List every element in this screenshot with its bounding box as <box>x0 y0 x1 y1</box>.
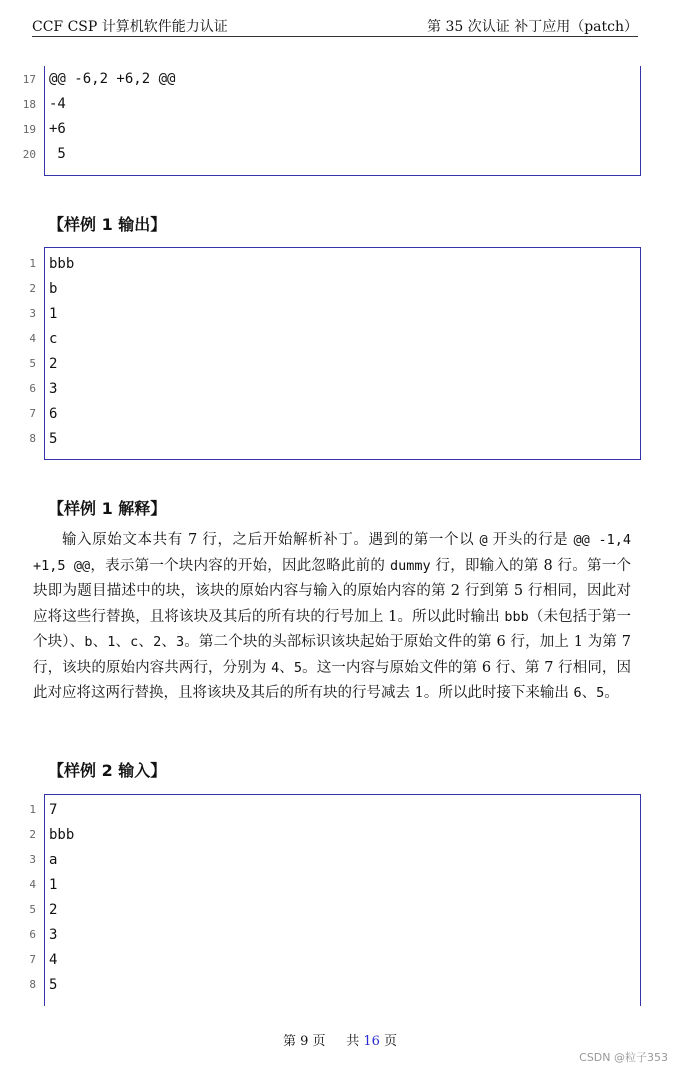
paragraph-text: 、 <box>115 634 131 650</box>
inline-code: @@ -1,4 +1,5 @@ <box>33 532 631 574</box>
code-line-text: 7 <box>49 802 58 818</box>
paragraph-text: 输入原始文本共有 7 行，之后开始解析补丁。遇到的第一个以 <box>62 532 480 548</box>
line-number: 8 <box>29 978 36 991</box>
code-line-text: c <box>49 331 58 347</box>
sample1-explain-title: 【样例 1 解释】 <box>48 499 167 518</box>
inline-code: bbb <box>504 608 529 625</box>
footer-page-number: 9 <box>300 1034 309 1049</box>
paragraph-text: 、 <box>138 634 154 650</box>
inline-code: 2 <box>153 634 162 650</box>
inline-code: b <box>84 634 93 650</box>
paragraph-text: 。这一内容与原始文件的第 6 行、第 7 行相同，因此对应将这两行替换，且将该块及其后的所有块的行号减去 1。所以此时接下来输出 <box>33 659 632 701</box>
watermark: CSDN @粒子353 <box>579 1051 668 1064</box>
line-number: 1 <box>29 803 36 816</box>
paragraph-text: 、 <box>279 659 294 676</box>
footer-total-pages[interactable]: 16 <box>363 1034 380 1049</box>
line-number: 1 <box>29 257 36 270</box>
footer-total-prefix: 共 <box>346 1034 360 1049</box>
code-line-text: bbb <box>49 827 75 843</box>
footer-page-suffix: 页 <box>312 1034 326 1049</box>
paragraph-text: （未包括于第一个块）、 <box>33 608 631 650</box>
page-header <box>32 14 638 37</box>
code-line-text: 2 <box>49 902 58 918</box>
inline-code: c <box>130 634 139 650</box>
line-number: 19 <box>22 123 36 136</box>
line-number: 2 <box>29 282 36 295</box>
line-number: 4 <box>29 332 36 345</box>
footer-total-suffix: 页 <box>384 1034 398 1049</box>
inline-code: 4 <box>271 659 280 676</box>
line-number: 20 <box>22 148 36 161</box>
sample1-explain-paragraph <box>33 528 631 707</box>
line-number: 6 <box>29 928 36 941</box>
line-number: 3 <box>29 307 36 320</box>
code-line-text: 1 <box>49 306 58 322</box>
code-line-text: a <box>49 852 58 868</box>
header-right: 第 35 次认证 补丁应用（patch） <box>427 19 638 35</box>
header-left: CCF CSP 计算机软件能力认证 <box>32 19 228 35</box>
code-line-text: 5 <box>49 431 58 447</box>
code-line-text: 4 <box>49 952 58 968</box>
code-line-text: 6 <box>49 406 58 422</box>
code-line-text: @@ -6,2 +6,2 @@ <box>49 71 176 87</box>
page-footer <box>0 1030 680 1049</box>
code-line-text: 5 <box>49 146 66 162</box>
line-number: 18 <box>22 98 36 111</box>
line-number: 4 <box>29 878 36 891</box>
line-number: 6 <box>29 382 36 395</box>
line-number: 3 <box>29 853 36 866</box>
code-block-top <box>44 66 641 176</box>
inline-code: 5 <box>293 659 303 676</box>
line-number: 5 <box>29 357 36 370</box>
inline-code: 1 <box>107 634 116 650</box>
paragraph-text: ，表示第一个块内容的开始，因此忽略此前的 <box>90 557 390 574</box>
paragraph-text: 、 <box>92 634 108 650</box>
paragraph-text: 。 <box>604 685 619 701</box>
line-number: 5 <box>29 903 36 916</box>
code-line-text: 1 <box>49 877 58 893</box>
inline-code: dummy <box>389 557 431 574</box>
code-line-text: +6 <box>49 121 66 137</box>
code-line-text: bbb <box>49 256 75 272</box>
line-number: 17 <box>22 73 36 86</box>
paragraph-text: 、 <box>161 634 176 650</box>
inline-code: 3 <box>176 634 185 650</box>
code-block-sample1-output <box>44 247 641 460</box>
footer-page-prefix: 第 <box>282 1034 296 1049</box>
line-number: 7 <box>29 407 36 420</box>
line-number: 2 <box>29 828 36 841</box>
code-line-text: 3 <box>49 927 58 943</box>
inline-code: 6 <box>573 685 582 701</box>
line-number: 7 <box>29 953 36 966</box>
inline-code: @ <box>479 532 488 548</box>
paragraph-text: 行，即输入的第 8 行。第一个块即为题目描述中的块，该块的原始内容与输入的原始内容的第 2 行到第 5 行相同，因此对应将这些行替换，且将该块及其后的所有块的行号加上 1。所以此时输出 <box>33 557 631 625</box>
code-block-sample2-input <box>44 794 641 1006</box>
code-line-text: 5 <box>49 977 58 993</box>
paragraph-text: 开头的行是 <box>487 532 574 548</box>
sample1-output-title: 【样例 1 输出】 <box>48 215 167 234</box>
inline-code: 5 <box>596 685 605 701</box>
line-number: 8 <box>29 432 36 445</box>
code-line-text: 3 <box>49 381 58 397</box>
sample2-input-title: 【样例 2 输入】 <box>48 761 167 780</box>
code-line-text: 2 <box>49 356 58 372</box>
paragraph-text: 、 <box>581 685 597 701</box>
code-line-text: -4 <box>49 96 66 112</box>
code-line-text: b <box>49 281 58 297</box>
paragraph-text: 。第二个块的头部标识该块起始于原始文件的第 6 行，加上 1 为第 7 行，该块的原始内容共两行，分别为 <box>33 634 631 676</box>
